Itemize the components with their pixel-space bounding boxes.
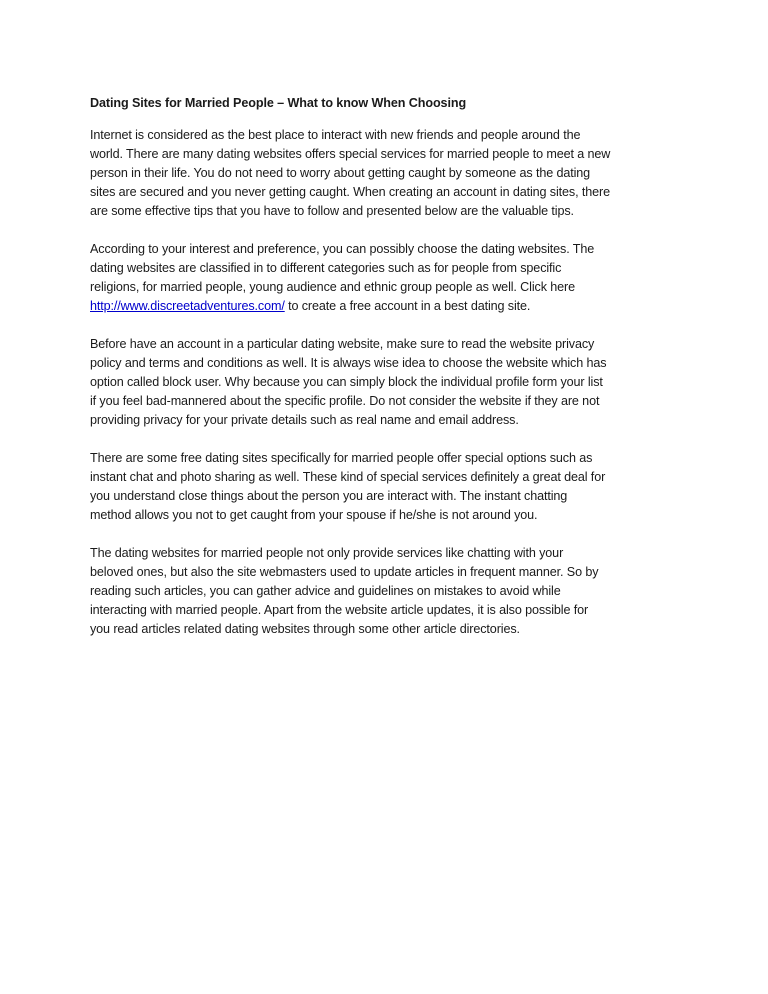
paragraph-line: beloved ones, but also the site webmasters used to update articles in frequent manner. So by — [90, 565, 599, 579]
paragraph-line: are some effective tips that you have to follow and presented below are the valuable tips. — [90, 204, 574, 218]
paragraph-line-with-link — [90, 297, 680, 316]
discreet-adventures-link[interactable]: http://www.discreetadventures.com/ — [90, 299, 285, 313]
paragraph-line: world. There are many dating websites offers special services for married people to meet a new — [90, 147, 611, 161]
paragraph-line: you read articles related dating websites through some other article directories. — [90, 622, 520, 636]
paragraph-line: religions, for married people, young audience and ethnic group people as well. Click here — [90, 280, 575, 294]
paragraph-2 — [90, 240, 680, 316]
document-title: Dating Sites for Married People – What to know When Choosing — [90, 96, 467, 110]
paragraph-1 — [90, 126, 680, 221]
paragraph-5 — [90, 544, 680, 639]
paragraph-line: The dating websites for married people not only provide services like chatting with your — [90, 546, 564, 560]
paragraph-line: person in their life. You do not need to worry about getting caught by someone as the dating — [90, 166, 591, 180]
link-trailing-text: to create a free account in a best dating site. — [284, 299, 531, 313]
paragraph-3 — [90, 335, 680, 430]
paragraph-line: reading such articles, you can gather advice and guidelines on mistakes to avoid while — [90, 584, 561, 598]
paragraph-line: you understand close things about the person you are interact with. The instant chatting — [90, 489, 568, 503]
paragraph-line: Before have an account in a particular dating website, make sure to read the website privacy — [90, 337, 595, 351]
paragraph-line: According to your interest and preference, you can possibly choose the dating websites. The — [90, 242, 595, 256]
paragraph-line: option called block user. Why because you can simply block the individual profile form your list — [90, 375, 603, 389]
paragraph-line: sites are secured and you never getting caught. When creating an account in dating sites, there — [90, 185, 610, 199]
document-body — [90, 94, 680, 658]
paragraph-line: providing privacy for your private details such as real name and email address. — [90, 413, 519, 427]
paragraph-line: dating websites are classified in to different categories such as for people from specific — [90, 261, 562, 275]
paragraph-line: policy and terms and conditions as well. It is always wise idea to choose the website which has — [90, 356, 607, 370]
paragraph-line: Internet is considered as the best place to interact with new friends and people around the — [90, 128, 581, 142]
paragraph-line: if you feel bad-mannered about the specific profile. Do not consider the website if they are not — [90, 394, 600, 408]
paragraph-line: method allows you not to get caught from your spouse if he/she is not around you. — [90, 508, 538, 522]
paragraph-line: instant chat and photo sharing as well. These kind of special services definitely a great deal for — [90, 470, 606, 484]
paragraph-4 — [90, 449, 680, 525]
paragraph-line: There are some free dating sites specifically for married people offer special options such as — [90, 451, 593, 465]
paragraph-line: interacting with married people. Apart from the website article updates, it is also possible for — [90, 603, 589, 617]
